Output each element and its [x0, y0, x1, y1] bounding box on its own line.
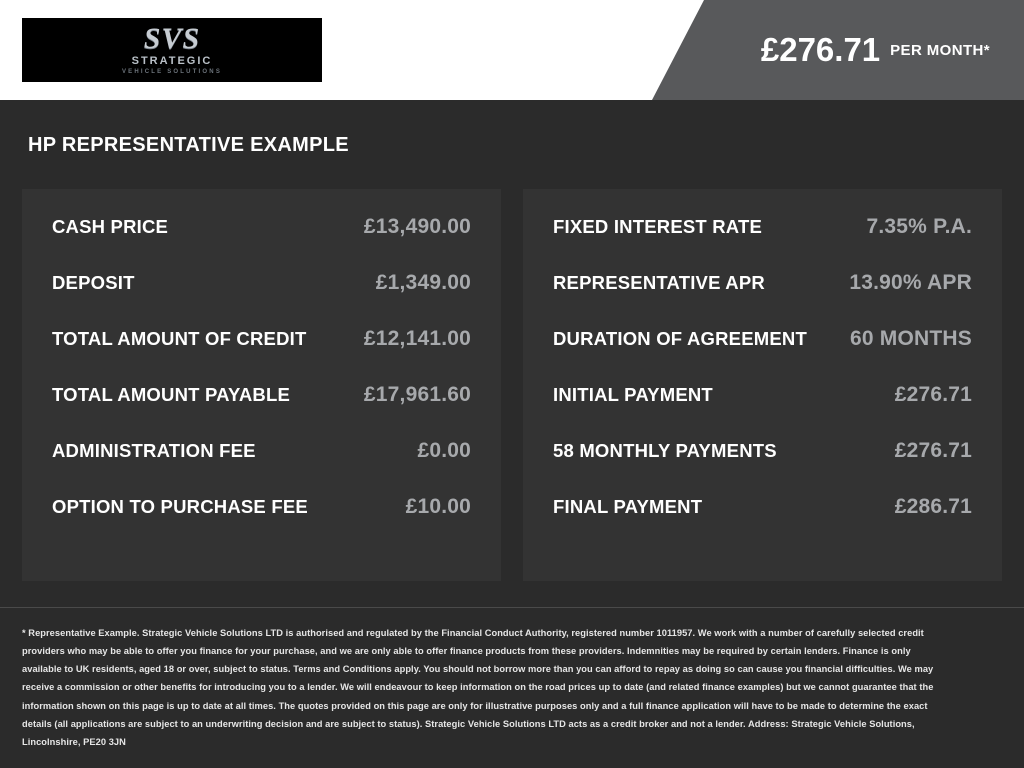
monthly-price-panel	[704, 0, 1024, 100]
table-row	[52, 383, 471, 439]
row-label: OPTION TO PURCHASE FEE	[52, 496, 308, 517]
row-label: REPRESENTATIVE APR	[553, 272, 765, 293]
finance-card-right	[523, 189, 1002, 581]
row-value: £12,141.00	[363, 327, 471, 350]
row-label: FINAL PAYMENT	[553, 496, 703, 517]
row-value: 13.90% APR	[849, 271, 972, 294]
logo-word-text: STRATEGIC	[131, 54, 213, 67]
row-label: DURATION OF AGREEMENT	[553, 328, 807, 349]
monthly-price-amount: £276.71	[760, 31, 881, 68]
row-label: INITIAL PAYMENT	[553, 384, 713, 405]
row-value: £276.71	[894, 439, 972, 462]
row-value: £286.71	[894, 495, 972, 518]
table-row	[553, 271, 972, 327]
page-title: HP REPRESENTATIVE EXAMPLE	[28, 134, 349, 156]
row-value: £0.00	[417, 439, 471, 462]
finance-card-left	[22, 189, 501, 581]
row-value: £1,349.00	[375, 271, 471, 294]
row-label: TOTAL AMOUNT PAYABLE	[52, 384, 291, 405]
table-row	[553, 495, 972, 551]
row-value: £13,490.00	[363, 215, 471, 238]
logo-inner	[121, 21, 223, 75]
table-row	[553, 327, 972, 383]
page-header	[0, 0, 1024, 100]
row-value: £10.00	[405, 495, 471, 518]
row-label: ADMINISTRATION FEE	[52, 440, 256, 461]
logo-mark-text: SVS	[143, 21, 201, 55]
row-value: £17,961.60	[363, 383, 471, 406]
row-label: DEPOSIT	[52, 272, 135, 293]
row-value: £276.71	[894, 383, 972, 406]
table-row	[553, 439, 972, 495]
row-label: 58 MONTHLY PAYMENTS	[553, 440, 777, 461]
table-row	[52, 271, 471, 327]
row-label: FIXED INTEREST RATE	[553, 216, 763, 237]
row-label: TOTAL AMOUNT OF CREDIT	[52, 328, 307, 349]
disclaimer-text: * Representative Example. Strategic Vehicle Solutions LTD is authorised and regulated by the Financial Conduct Authority, registered number 1011957. We work with a number of carefully selected credit providers who may be able to offer you finance for your purchase, and we are only able to offer finance products from these providers. Indemnities may be required by certain lenders. Finance is only available to UK residents, aged 18 or over, subject to status. Terms and Conditions apply. You should not borrow more than you can afford to repay as doing so can cause you financial difficulties. We may receive a commission or other benefits for introducing you to a lender. We will endeavour to keep information on the road prices up to date (and related finance examples) but we cannot guarantee that the information shown on this page is up to date at all times. The quotes provided on this page are only for illustrative purposes only and a full finance application will have to be made to determine the exact details (all applications are subject to an underwriting decision and are subject to status). Strategic Vehicle Solutions LTD acts as a credit broker and not a lender. Address: Strategic Vehicle Solutions, Lincolnshire, PE20 3JN	[22, 628, 934, 747]
row-label: CASH PRICE	[52, 216, 169, 237]
table-row	[52, 327, 471, 383]
table-row	[553, 383, 972, 439]
company-logo	[22, 18, 322, 82]
table-row	[52, 215, 471, 271]
footer-divider	[0, 607, 1024, 608]
row-value: 60 MONTHS	[850, 327, 972, 350]
table-row	[52, 439, 471, 495]
monthly-price-period: PER MONTH*	[890, 41, 990, 59]
table-row	[52, 495, 471, 551]
page-body	[0, 134, 1024, 581]
row-value: 7.35% P.A.	[866, 215, 972, 238]
table-row	[553, 215, 972, 271]
logo-sub-text: VEHICLE SOLUTIONS	[121, 68, 223, 75]
finance-details-cards	[22, 189, 1002, 581]
